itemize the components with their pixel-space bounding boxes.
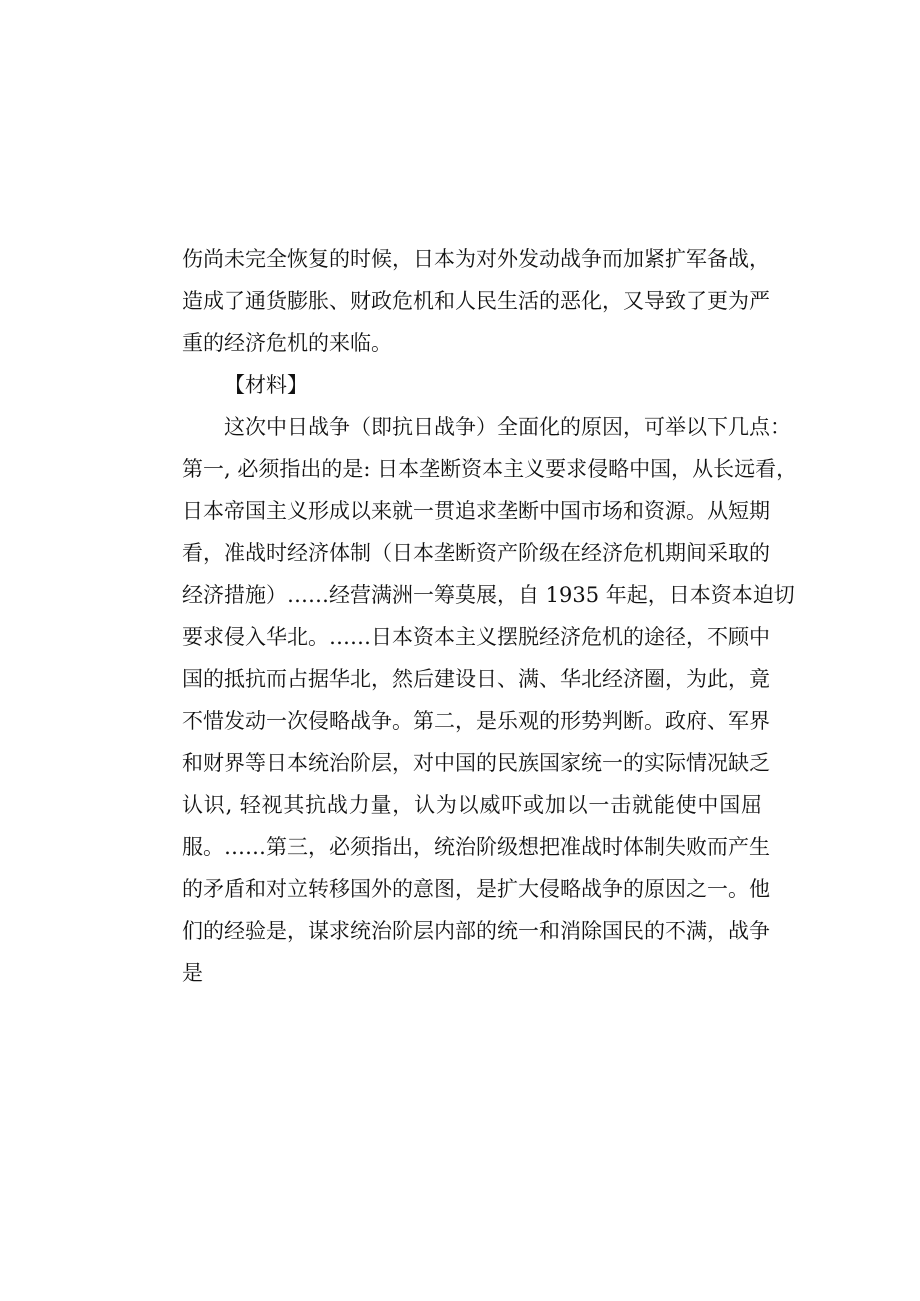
text-line: 是 [182, 961, 203, 985]
text-line: 伤尚未完全恢复的时候，日本为对外发动战争而加紧扩军备战， [182, 247, 770, 271]
text-line: 造成了通货膨胀、财政危机和人民生活的恶化，又导致了更为严 [182, 289, 770, 313]
paragraph-material [182, 406, 798, 994]
text-line: 第一, 必须指出的是: 日本垄断资本主义要求侵略中国，从长远看， [182, 457, 798, 481]
material-heading: 【材料】 [224, 373, 308, 397]
text-line: 认识, 轻视其抗战力量，认为以威吓或加以一击就能使中国屈 [182, 793, 762, 817]
text-line: 这次中日战争（即抗日战争）全面化的原因，可举以下几点： [224, 415, 791, 439]
text-line: 要求侵入华北。……日本资本主义摆脱经济危机的途径，不顾中 [182, 625, 770, 649]
text-line: 不惜发动一次侵略战争。第二，是乐观的形势判断。政府、军界 [182, 709, 770, 733]
text-line: 重的经济危机的来临。 [182, 331, 392, 355]
text-line: 经济措施）……经营满洲一筹莫展，自 1935 年起，日本资本迫切 [182, 583, 795, 607]
text-line: 和财界等日本统治阶层，对中国的民族国家统一的实际情况缺乏 [182, 751, 770, 775]
body-text [182, 238, 798, 994]
paragraph-continuation [182, 238, 770, 364]
text-line: 们的经验是，谋求统治阶层内部的统一和消除国民的不满，战争 [182, 919, 770, 943]
text-line: 服。……第三，必须指出，统治阶级想把准战时体制失败而产生 [182, 835, 770, 859]
text-line: 日本帝国主义形成以来就一贯追求垄断中国市场和资源。从短期 [182, 499, 770, 523]
text-line: 国的抵抗而占据华北，然后建设日、满、华北经济圈，为此，竟 [182, 667, 770, 691]
text-line: 的矛盾和对立转移国外的意图，是扩大侵略战争的原因之一。他 [182, 877, 770, 901]
text-line: 看，准战时经济体制（日本垄断资产阶级在经济危机期间采取的 [182, 541, 770, 565]
